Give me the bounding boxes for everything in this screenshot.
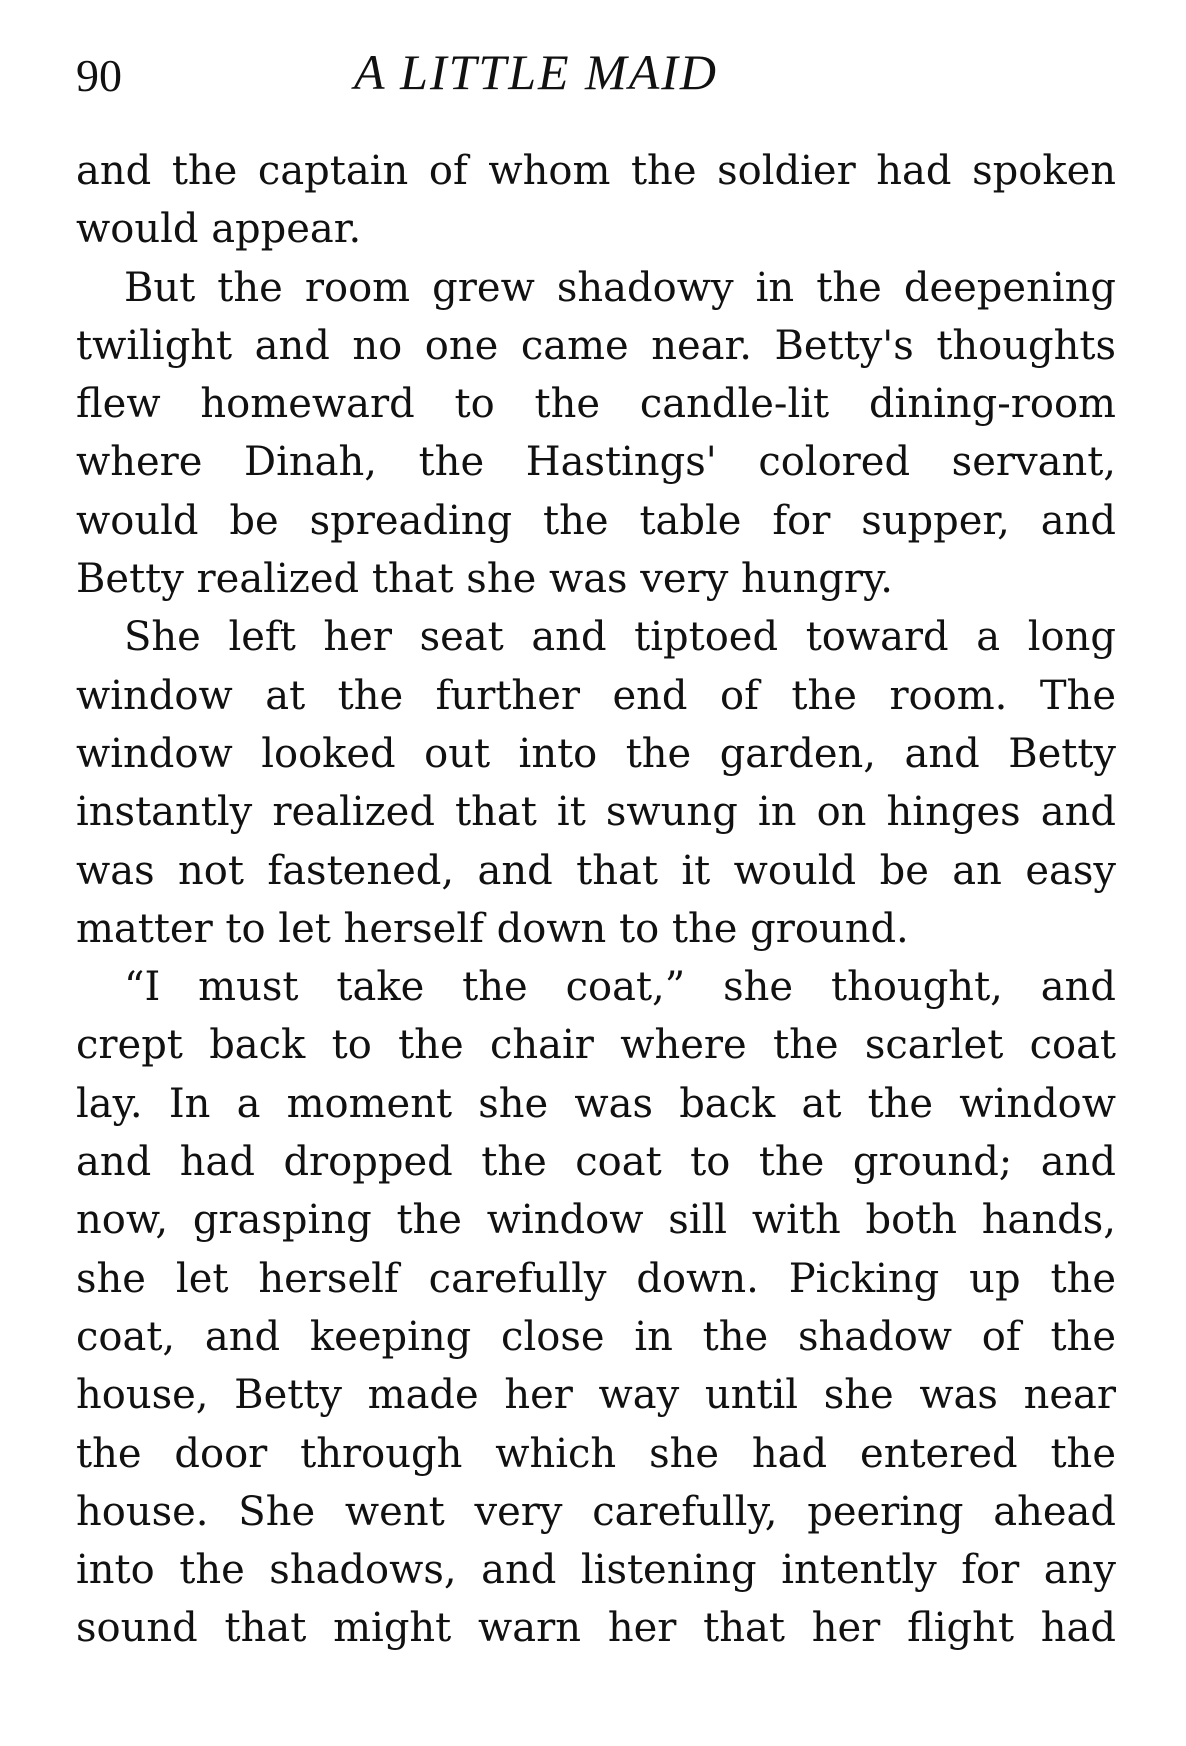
running-head bbox=[76, 40, 1116, 110]
paragraph-first-line: She left her seat and tiptoed toward a long bbox=[124, 614, 1116, 661]
paragraph-first-line: But the room grew shadowy in the deepening bbox=[124, 264, 1116, 311]
running-title: A LITTLE MAID bbox=[354, 44, 719, 100]
text-line: the door through which she had entered the bbox=[76, 1430, 1116, 1477]
text-line: crept back to the chair where the scarlet coat bbox=[76, 1022, 1116, 1069]
text-line: house. She went very carefully, peering ahead bbox=[76, 1488, 1116, 1535]
text-line: would appear. bbox=[76, 206, 362, 253]
text-line: would be spreading the table for supper, and bbox=[76, 497, 1116, 544]
text-line: where Dinah, the Hastings' colored servant, bbox=[76, 439, 1116, 486]
text-line: twilight and no one came near. Betty's thoughts bbox=[76, 322, 1116, 369]
text-line: window at the further end of the room. The bbox=[76, 672, 1116, 719]
text-line: Betty realized that she was very hungry. bbox=[76, 556, 894, 603]
text-line: coat, and keeping close in the shadow of the bbox=[76, 1313, 1116, 1360]
paragraph-first-line: “I must take the coat,” she thought, and bbox=[124, 964, 1116, 1011]
text-line: house, Betty made her way until she was near bbox=[76, 1372, 1116, 1419]
text-line: now, grasping the window sill with both hands, bbox=[76, 1197, 1116, 1244]
text-line: sound that might warn her that her flight had bbox=[76, 1605, 1116, 1652]
text-line: lay. In a moment she was back at the window bbox=[76, 1080, 1116, 1127]
text-line: and had dropped the coat to the ground; and bbox=[76, 1139, 1116, 1186]
text-line: matter to let herself down to the ground. bbox=[76, 905, 909, 952]
text-line: instantly realized that it swung in on hinges and bbox=[76, 789, 1116, 836]
text-line: flew homeward to the candle-lit dining-room bbox=[76, 381, 1116, 428]
body-text bbox=[76, 142, 1116, 1658]
text-line: she let herself carefully down. Picking up the bbox=[76, 1255, 1116, 1302]
text-line: was not fastened, and that it would be an easy bbox=[76, 847, 1116, 894]
text-line: window looked out into the garden, and Betty bbox=[76, 730, 1116, 777]
text-line: into the shadows, and listening intently for any bbox=[76, 1547, 1116, 1594]
text-line: and the captain of whom the soldier had spoken bbox=[76, 148, 1116, 194]
page-number: 90 bbox=[76, 50, 122, 101]
